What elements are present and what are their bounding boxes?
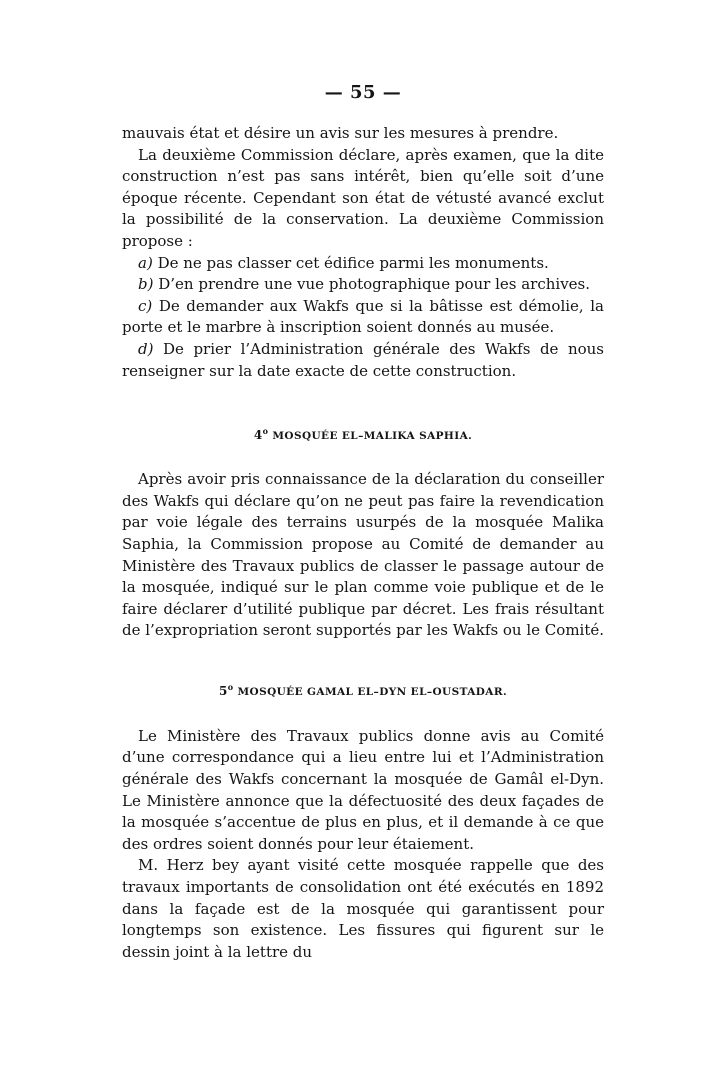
intro-paragraph-commission: La deuxième Commission déclare, après examen, que la dite construction n’est pas sans intérêt, bien qu’elle soit d’une époque récente. Cependant son état de vétusté avancé exclut la possibilité de la conservation. La deuxième Commission propose : — [122, 145, 604, 250]
section-5-paragraph-1: Le Ministère des Travaux publics donne avis au Comité d’une correspondance qui a lieu entre lui et l’Administration générale des Wakfs concernant la mosquée de Gamâl el-Dyn. Le Ministère annonce que la défectuosité des deux façades de la mosquée s’accentue de plus en plus, et il demande à ce que des ordres soient donnés pour leur étaiement. — [122, 726, 604, 853]
intro-paragraph-continuation: mauvais état et désire un avis sur les mesures à prendre. — [122, 124, 559, 142]
proposal-text: De prier l’Administration générale des Wakfs de nous renseigner sur la date exacte de cette construction. — [122, 339, 604, 380]
proposal-item-b — [122, 274, 604, 296]
section-heading-5 — [122, 682, 604, 698]
proposal-text: De ne pas classer cet édifice parmi les monuments. — [157, 253, 549, 272]
proposal-item-a — [122, 253, 604, 275]
section-number: 5$^o$ — [218, 681, 234, 698]
proposal-text: D’en prendre une vue photographique pour les archives. — [158, 275, 591, 294]
page-number: — 55 — — [324, 82, 402, 103]
section-title: MOSQUÉE GAMAL EL–DYN EL–OUSTADAR. — [237, 685, 508, 698]
proposal-letter: a) — [138, 253, 153, 272]
section-number: 4$^o$ — [253, 426, 269, 443]
section-title: MOSQUÉE EL–MALIKA SAPHIA. — [272, 430, 473, 443]
proposal-item-d — [122, 339, 604, 382]
proposal-letter: c) — [138, 296, 153, 315]
section-5-paragraph-2: M. Herz bey ayant visité cette mosquée rappelle que des travaux importants de consolidation ont été exécutés en 1892 dans la façade est de la mosquée qui garantissent pour longtemps son existence. Les fissures qui figurent sur le dessin joint à la lettre du — [122, 856, 604, 961]
proposal-letter: d) — [138, 339, 154, 358]
proposal-text: De demander aux Wakfs que si la bâtisse est démolie, la porte et le marbre à inscription soient donnés au musée. — [122, 296, 604, 337]
proposal-item-c — [122, 296, 604, 339]
proposal-letter: b) — [138, 275, 154, 294]
document-page — [122, 82, 604, 963]
section-4-paragraph: Après avoir pris connaissance de la déclaration du conseiller des Wakfs qui déclare qu’on ne peut pas faire la revendication par voie légale des terrains usurpés de la mosquée Malika Saphia, la Commission propose au Comité de demander au Ministère des Travaux publics de classer le passage autour de la mosquée, indiqué sur le plan comme voie publique et de le faire déclarer d’utilité publique par décret. Les frais résultant de l’expropriation seront supportés par les Wakfs ou le Comité. — [122, 470, 605, 640]
section-heading-4 — [122, 426, 604, 442]
